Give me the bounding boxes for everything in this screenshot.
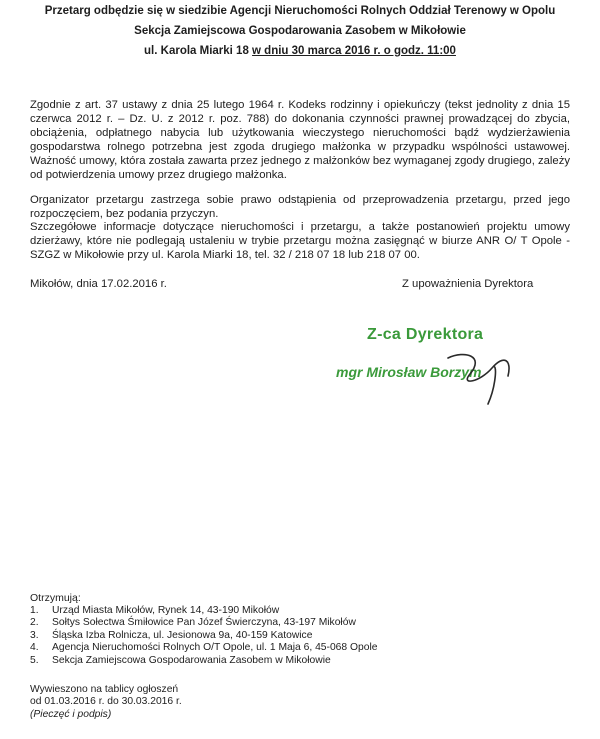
stamp-name: mgr Mirosław Borzym <box>336 364 482 380</box>
handwritten-signature <box>440 346 520 406</box>
list-item: 3. Śląska Izba Rolnicza, ul. Jesionowa 9a, 40-159 Katowice <box>30 629 313 641</box>
posting-line-2: od 01.03.2016 r. do 30.03.2016 r. <box>30 696 182 708</box>
recipients-label: Otrzymują: <box>30 592 81 604</box>
heading-section: Sekcja Zamiejscowa Gospodarowania Zasobem w Mikołowie <box>134 25 466 37</box>
posting-note <box>30 684 182 721</box>
authorization-line: Z upoważnienia Dyrektora <box>402 278 534 290</box>
heading-date-time <box>0 44 600 58</box>
list-item: 5. Sekcja Zamiejscowa Gospodarowania Zasobem w Mikołowie <box>30 654 331 666</box>
paragraph-contact-info: Szczegółowe informacje dotyczące nieruchomości i przetargu, a także postanowień projektu umowy dzierżawy, które nie podlegają ustaleniu w trybie przetargu można zasięgnąć w biurze ANR O/ T Opole - SZGZ w Mikołowie przy ul. Karola Miarki 18, tel. 32 / 218 07 18 lub 218 07 00. <box>30 221 570 261</box>
stamp-title: Z-ca Dyrektora <box>367 326 484 343</box>
paragraph-legal-notice: Zgodnie z art. 37 ustawy z dnia 25 lutego 1964 r. Kodeks rodzinny i opiekuńczy (tekst jednolity z dnia 15 czerwca 2012 r. – Dz. U. z 2012 r. poz. 788) do dokonania czynności prawnej prowadzącej do zbycia, obciążenia, odpłatnego nabycia lub użytkowania wieczystego nieruchomości bądź wydzierżawienia gospodarstwa rolnego potrzebna jest zgoda drugiego małżonka w przypadku wspólności ustawowej. Ważność umowy, która została zawarta przez jednego z małżonków bez wymaganej zgody drugiego, zależy od potwierdzenia umowy przez drugiego małżonka. <box>30 99 570 181</box>
heading-auction-date: w dniu 30 marca 2016 r. o godz. 11:00 <box>252 45 456 57</box>
issue-date: Mikołów, dnia 17.02.2016 r. <box>30 278 167 290</box>
paragraph-withdrawal-right: Organizator przetargu zastrzega sobie prawo odstąpienia od przeprowadzenia przetargu, przed jego rozpoczęciem, bez podania przyczyn. <box>30 194 570 220</box>
list-item: 2. Sołtys Sołectwa Śmiłowice Pan Józef Świerczyna, 43-197 Mikołów <box>30 617 356 629</box>
recipients-list <box>30 605 377 667</box>
heading-location: Przetarg odbędzie się w siedzibie Agencji Nieruchomości Rolnych Oddział Terenowy w Opolu <box>44 5 556 17</box>
heading-address: ul. Karola Miarki 18 <box>144 45 253 57</box>
posting-line-1: Wywieszono na tablicy ogłoszeń <box>30 684 179 695</box>
posting-line-3: (Pieczęć i podpis) <box>30 708 112 720</box>
list-item: 1. Urząd Miasta Mikołów, Rynek 14, 43-190 Mikołów <box>30 605 280 616</box>
list-item: 4. Agencja Nieruchomości Rolnych O/T Opole, ul. 1 Maja 6, 45-068 Opole <box>30 642 378 654</box>
